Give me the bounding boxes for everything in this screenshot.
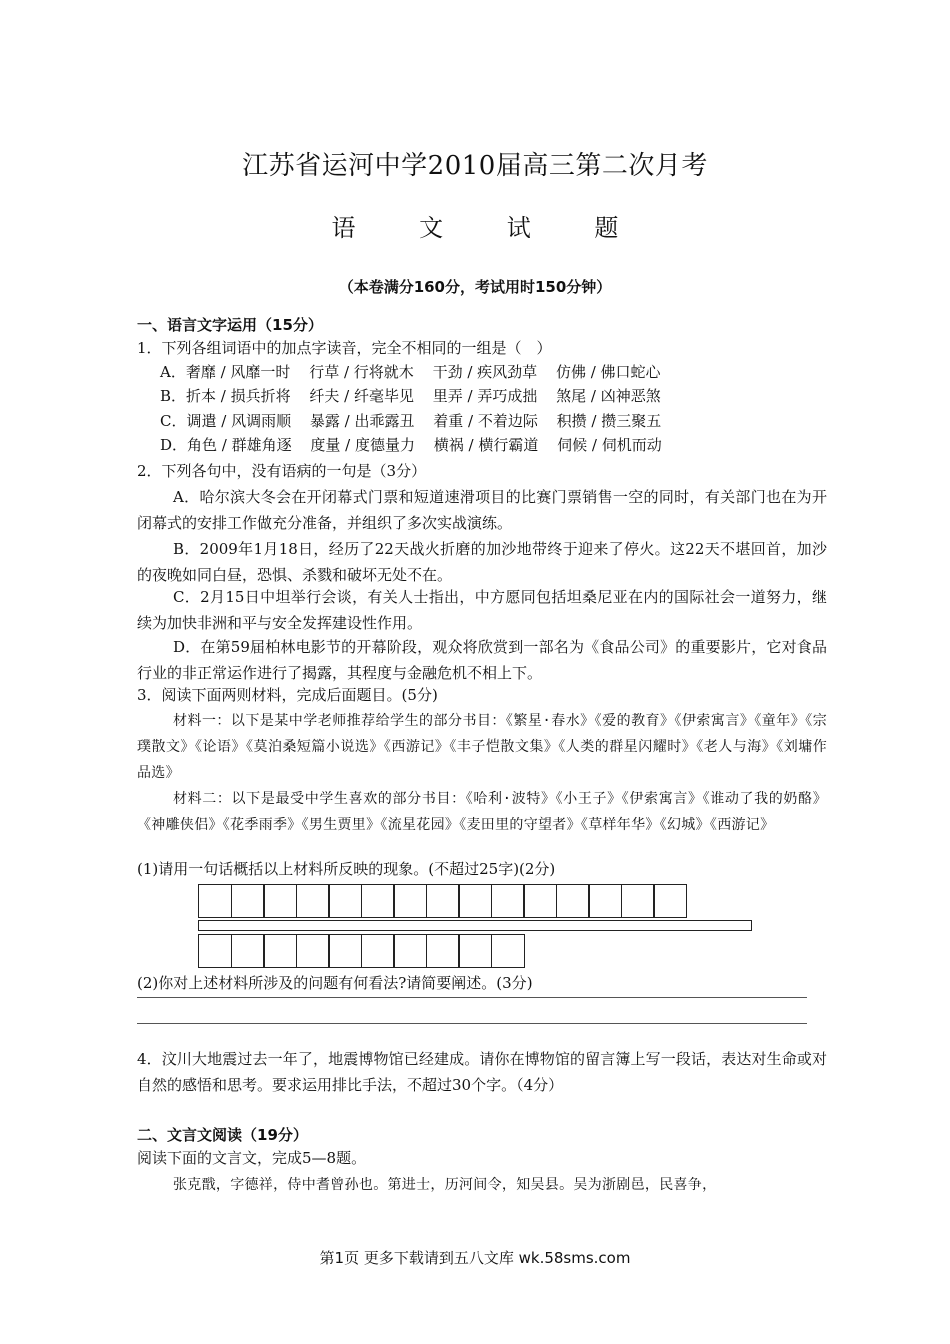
q1-option-d xyxy=(160,434,676,456)
q3-material-2: 材料二：以下是最受中学生喜欢的部分书目：《哈利·波特》《小王子》《伊索寓言》《谁动了我的奶酪》《神雕侠侣》《花季雨季》《男生贾里》《流星花园》《麦田里的守望者》《草样年华》《幻城》《西游记》 xyxy=(137,791,827,833)
answer-cell[interactable] xyxy=(361,884,395,918)
option-d-3: 横祸 / 横行霸道 xyxy=(433,436,539,454)
option-c-1: C．调遣 / 风调雨顺 xyxy=(160,412,292,430)
option-a-1: A．奢靡 / 风靡一时 xyxy=(160,363,291,381)
page-footer: 第1页 更多下载请到五八文库 wk.58sms.com xyxy=(319,1249,631,1267)
option-c-3: 着重 / 不着边际 xyxy=(433,412,538,430)
q3-stem: 3．阅读下面两则材料，完成后面题目。(5分) xyxy=(137,686,438,704)
answer-cell[interactable] xyxy=(491,934,525,968)
answer-cell[interactable] xyxy=(198,884,232,918)
answer-cell[interactable] xyxy=(426,934,460,968)
option-b-2: 纤夫 / 纤毫毕见 xyxy=(309,387,414,405)
answer-cell[interactable] xyxy=(393,884,427,918)
answer-cell[interactable] xyxy=(263,934,297,968)
answer-cell[interactable] xyxy=(296,934,330,968)
section-1-heading: 一、语言文字运用（15分） xyxy=(137,316,323,334)
q2-option-b: B．2009年1月18日，经历了22天战火折磨的加沙地带终于迎来了停火。这22天不堪回首，加沙的夜晚如同白昼，恐惧、杀戮和破坏无处不在。 xyxy=(137,540,827,584)
answer-cell[interactable] xyxy=(263,884,297,918)
answer-cell[interactable] xyxy=(393,934,427,968)
exam-subtitle: 语 文 试 题 xyxy=(331,214,647,242)
option-d-2: 度量 / 度德量力 xyxy=(310,436,415,454)
q1-option-b xyxy=(160,385,675,407)
option-c-2: 暴露 / 出乖露丑 xyxy=(309,412,415,430)
q3-sub-1: (1)请用一句话概括以上材料所反映的现象。(不超过25字)(2分) xyxy=(137,860,556,878)
exam-title: 江苏省运河中学2010届高三第二次月考 xyxy=(242,151,708,181)
q1-option-a xyxy=(160,361,675,383)
answer-cell[interactable] xyxy=(328,884,362,918)
option-d-1: D．角色 / 群雄角逐 xyxy=(160,436,292,454)
option-b-3: 里弄 / 弄巧成拙 xyxy=(432,387,538,405)
answer-cell[interactable] xyxy=(621,884,655,918)
option-b-1: B．折本 / 损兵折将 xyxy=(160,387,291,405)
sec2-intro: 阅读下面的文言文，完成5—8题。 xyxy=(137,1149,367,1167)
q2-option-a: A．哈尔滨大冬会在开闭幕式门票和短道速滑项目的比赛门票销售一空的同时，有关部门也在为开闭幕式的安排工作做充分准备，并组织了多次实战演练。 xyxy=(137,488,827,532)
answer-cell[interactable] xyxy=(426,884,460,918)
q4-stem: 4．汶川大地震过去一年了，地震博物馆已经建成。请你在博物馆的留言簿上写一段话，表达对生命或对自然的感悟和思考。要求运用排比手法，不超过30个字。（4分） xyxy=(137,1050,827,1094)
section-2-heading: 二、文言文阅读（19分） xyxy=(137,1126,308,1144)
answer-cell[interactable] xyxy=(296,884,330,918)
option-b-4: 煞尾 / 凶神恶煞 xyxy=(556,387,661,405)
answer-cell[interactable] xyxy=(458,884,492,918)
q2-option-c: C．2月15日中坦举行会谈，有关人士指出，中方愿同包括坦桑尼亚在内的国际社会一道努力，继续为加快非洲和平与安全发挥建设性作用。 xyxy=(137,588,827,632)
q2-stem: 2．下列各句中，没有语病的一句是（3分） xyxy=(137,462,427,480)
option-d-4: 伺候 / 伺机而动 xyxy=(557,436,662,454)
grid-separator xyxy=(198,920,752,931)
answer-cell[interactable] xyxy=(523,884,557,918)
answer-cell[interactable] xyxy=(458,934,492,968)
q3-material-1: 材料一：以下是某中学老师推荐给学生的部分书目：《繁星·春水》《爱的教育》《伊索寓言》《童年》《宗璞散文》《论语》《莫泊桑短篇小说选》《西游记》《丰子恺散文集》《人类的群星闪耀时》《老人与海》《刘墉作品选》 xyxy=(137,713,827,781)
q1-option-c xyxy=(160,410,675,432)
answer-cell[interactable] xyxy=(556,884,590,918)
option-a-3: 干劲 / 疾风劲草 xyxy=(432,363,538,381)
answer-cell[interactable] xyxy=(231,934,265,968)
q3-sub-2: (2)你对上述材料所涉及的问题有何看法?请简要阐述。(3分) xyxy=(137,974,533,992)
answer-grid-row-1[interactable] xyxy=(198,884,686,918)
answer-cell[interactable] xyxy=(588,884,622,918)
answer-cell[interactable] xyxy=(653,884,687,918)
answer-cell[interactable] xyxy=(231,884,265,918)
answer-line-2[interactable] xyxy=(137,1023,807,1024)
answer-line-1[interactable] xyxy=(137,997,807,998)
option-c-4: 积攒 / 攒三聚五 xyxy=(556,412,662,430)
answer-cell[interactable] xyxy=(328,934,362,968)
answer-cell[interactable] xyxy=(198,934,232,968)
q2-option-d: D．在第59届柏林电影节的开幕阶段，观众将欣赏到一部名为《食品公司》的重要影片，它对食品行业的非正常运作进行了揭露，其程度与金融危机不相上下。 xyxy=(137,638,827,682)
option-a-2: 行草 / 行将就木 xyxy=(309,363,414,381)
exam-note: （本卷满分160分，考试用时150分钟） xyxy=(338,278,612,296)
answer-cell[interactable] xyxy=(361,934,395,968)
q1-stem: 1．下列各组词语中的加点字读音，完全不相同的一组是（ ） xyxy=(137,339,552,357)
answer-grid-row-2[interactable] xyxy=(198,934,523,968)
option-a-4: 仿佛 / 佛口蛇心 xyxy=(555,363,661,381)
answer-cell[interactable] xyxy=(491,884,525,918)
classical-text: 张克戬，字德祥，侍中耆曾孙也。第进士，历河间令，知吴县。吴为浙剧邑，民喜争， xyxy=(173,1177,717,1193)
